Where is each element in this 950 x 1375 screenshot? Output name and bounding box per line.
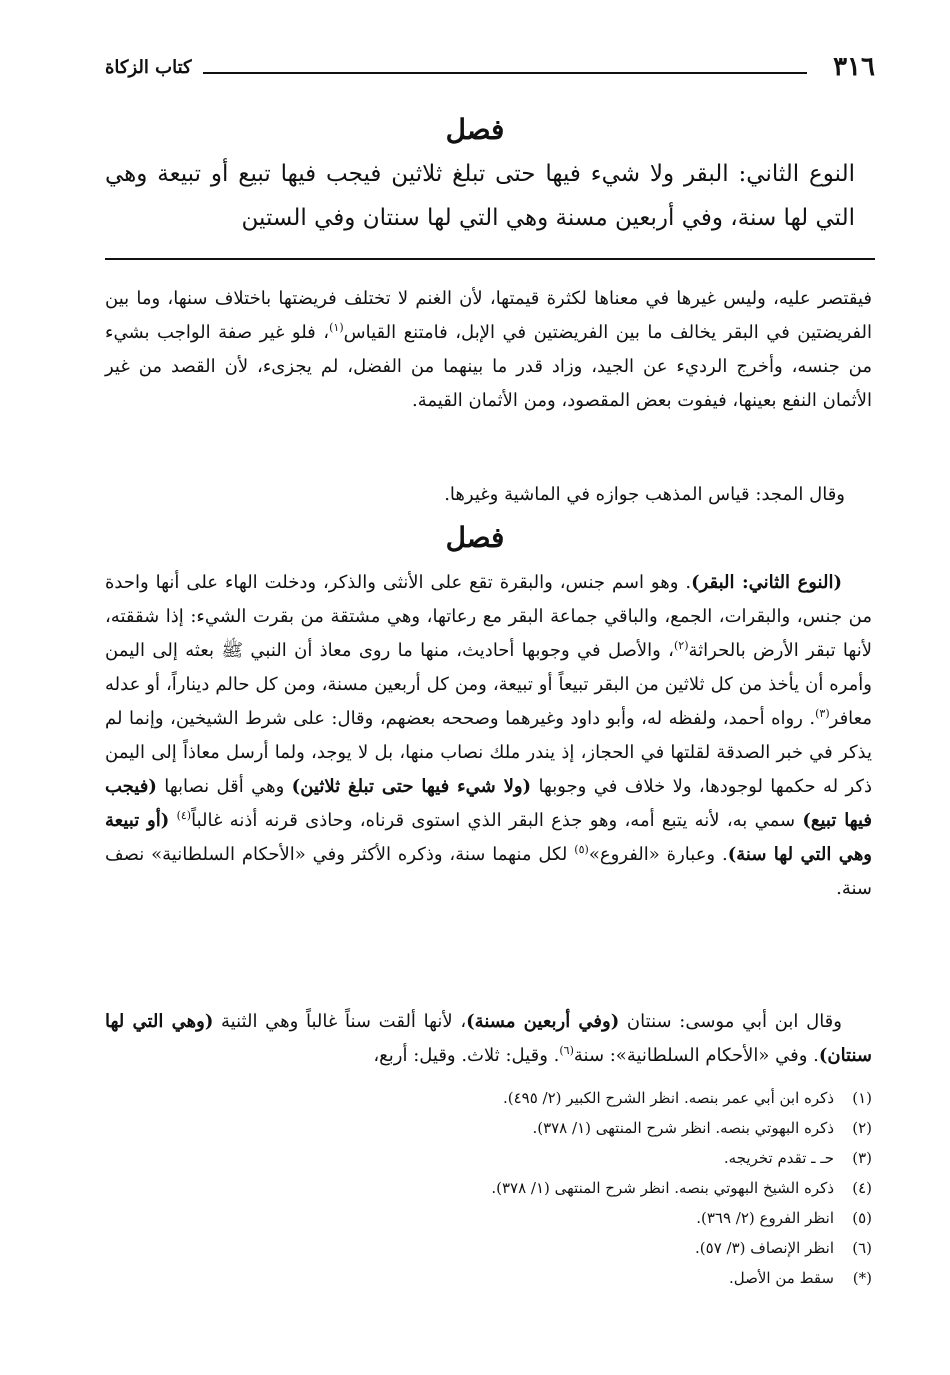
footnote-item: (*)سقط من الأصل. bbox=[729, 1269, 872, 1287]
footnote-item: (١)ذكره ابن أبي عمر بنصه. انظر الشرح الكبير (٢/ ٤٩٥). bbox=[502, 1089, 872, 1107]
section-heading-1: فصل bbox=[445, 113, 505, 146]
sharh-paragraph-3: (النوع الثاني: البقر). وهو اسم جنس، والبقرة تقع على الأنثى والذكر، ودخلت الهاء على أنها واحدة من جنس، والبقرات، الجمع، والباقي جماعة البقر مع رعاتها، وهي مشتقة من بقرت الشيء: إذا شققته، لأنها تبقر الأرض بالحراثة$^{(٢)}$، والأصل في وجوبها أحاديث، منها ما روى معاذ أن النبي ﷺ بعثه إلى اليمن وأمره أن يأخذ من كل ثلاثين من البقر تبيعاً أو تبيعة، ومن كل أربعين مسنة، ومن كل حالم ديناراً، أو عدله معافر$^{(٣)}$. رواه أحمد، ولفظه له، وأبو داود وغيرهما وصححه بعضهم، وقال: على شرط الشيخين، وإنما لم يذكر في خبر الصدقة لقلتها في الحجاز، إذ يندر ملك نصاب منها، بل لا يوجد، ولما أرسل معاذاً إلى اليمن ذكر له حكمها لوجودها، ولا خلاف في وجوبها (ولا شيء فيها حتى تبلغ ثلاثين) وهي أقل نصابها (فيجب فيها تبيع) سمي به، لأنه يتبع أمه، وهو جذع البقر الذي استوى قرناه، وحاذى قرنه أذنه غالباً$^{(٤)}$ (أو تبيعة وهي التي لها سنة). وعبارة «الفروع»$^{(٥)}$ لكل منهما سنة، وذكره الأكثر وفي «الأحكام السلطانية» نصف سنة. bbox=[105, 572, 873, 899]
header-rule bbox=[203, 72, 807, 74]
page-number: ٣١٦ bbox=[833, 52, 875, 82]
sharh-paragraph-4: وقال ابن أبي موسى: سنتان (وفي أربعين مسنة)، لأنها ألقت سناً غالباً وهي الثنية (وهي التي لها سنتان). وفي «الأحكام السلطانية»: سنة$^{(٦)}$. وقيل: ثلاث. وقيل: أربع، bbox=[105, 1011, 872, 1066]
footnote-item: (٤)ذكره الشيخ البهوتي بنصه. انظر شرح المنتهى (١/ ٣٧٨). bbox=[491, 1179, 872, 1197]
book-title: كتاب الزكاة bbox=[105, 57, 192, 78]
footnote-ref[interactable]: (١) bbox=[329, 321, 344, 334]
footnotes bbox=[105, 1083, 872, 1293]
footnote-item: (٥)انظر الفروع (٢/ ٣٦٩). bbox=[696, 1209, 872, 1227]
section-heading-2: فصل bbox=[445, 521, 505, 554]
footnote-ref[interactable]: (٤) bbox=[176, 809, 192, 822]
footnote-ref[interactable]: (٢) bbox=[674, 639, 689, 652]
footnote-item: (٦)انظر الإنصاف (٣/ ٥٧). bbox=[695, 1239, 872, 1257]
footnote-ref[interactable]: (٦) bbox=[559, 1044, 574, 1057]
sharh-paragraph-2: وقال المجد: قياس المذهب جوازه في الماشية وغيرها. bbox=[444, 484, 845, 505]
footnote-item: (٣)حـ ـ تقدم تخريجه. bbox=[723, 1149, 872, 1167]
footnote-ref[interactable]: (٥) bbox=[574, 843, 589, 856]
footnote-ref[interactable]: (٣) bbox=[815, 707, 830, 720]
footnote-item: (٢)ذكره البهوتي بنصه. انظر شرح المنتهى (١/ ٣٧٨). bbox=[532, 1119, 872, 1137]
matn-text: النوع الثاني: البقر ولا شيء فيها حتى تبلغ ثلاثين فيجب فيها تبيع أو تبيعة وهي التي لها سنة، وفي أربعين مسنة وهي التي لها سنتان وفي الستين bbox=[105, 161, 855, 231]
matn-separator bbox=[105, 258, 875, 260]
running-header bbox=[105, 52, 875, 86]
sharh-paragraph-1: فيقتصر عليه، وليس غيرها في معناها لكثرة قيمتها، لأن الغنم لا تختلف فريضتها باختلاف سنها، وما بين الفريضتين في البقر يخالف ما بين الفريضتين في الإبل، فامتنع القياس$^{(١)}$، فلو غير صفة الواجب بشيء من جنسه، وأخرج الرديء عن الجيد، وزاد قدر ما بينهما من الفضل، لم يجزىء، لأن القصد من غير الأثمان النفع بعينها، فيفوت بعض المقصود، ومن الأثمان القيمة. bbox=[105, 288, 873, 411]
